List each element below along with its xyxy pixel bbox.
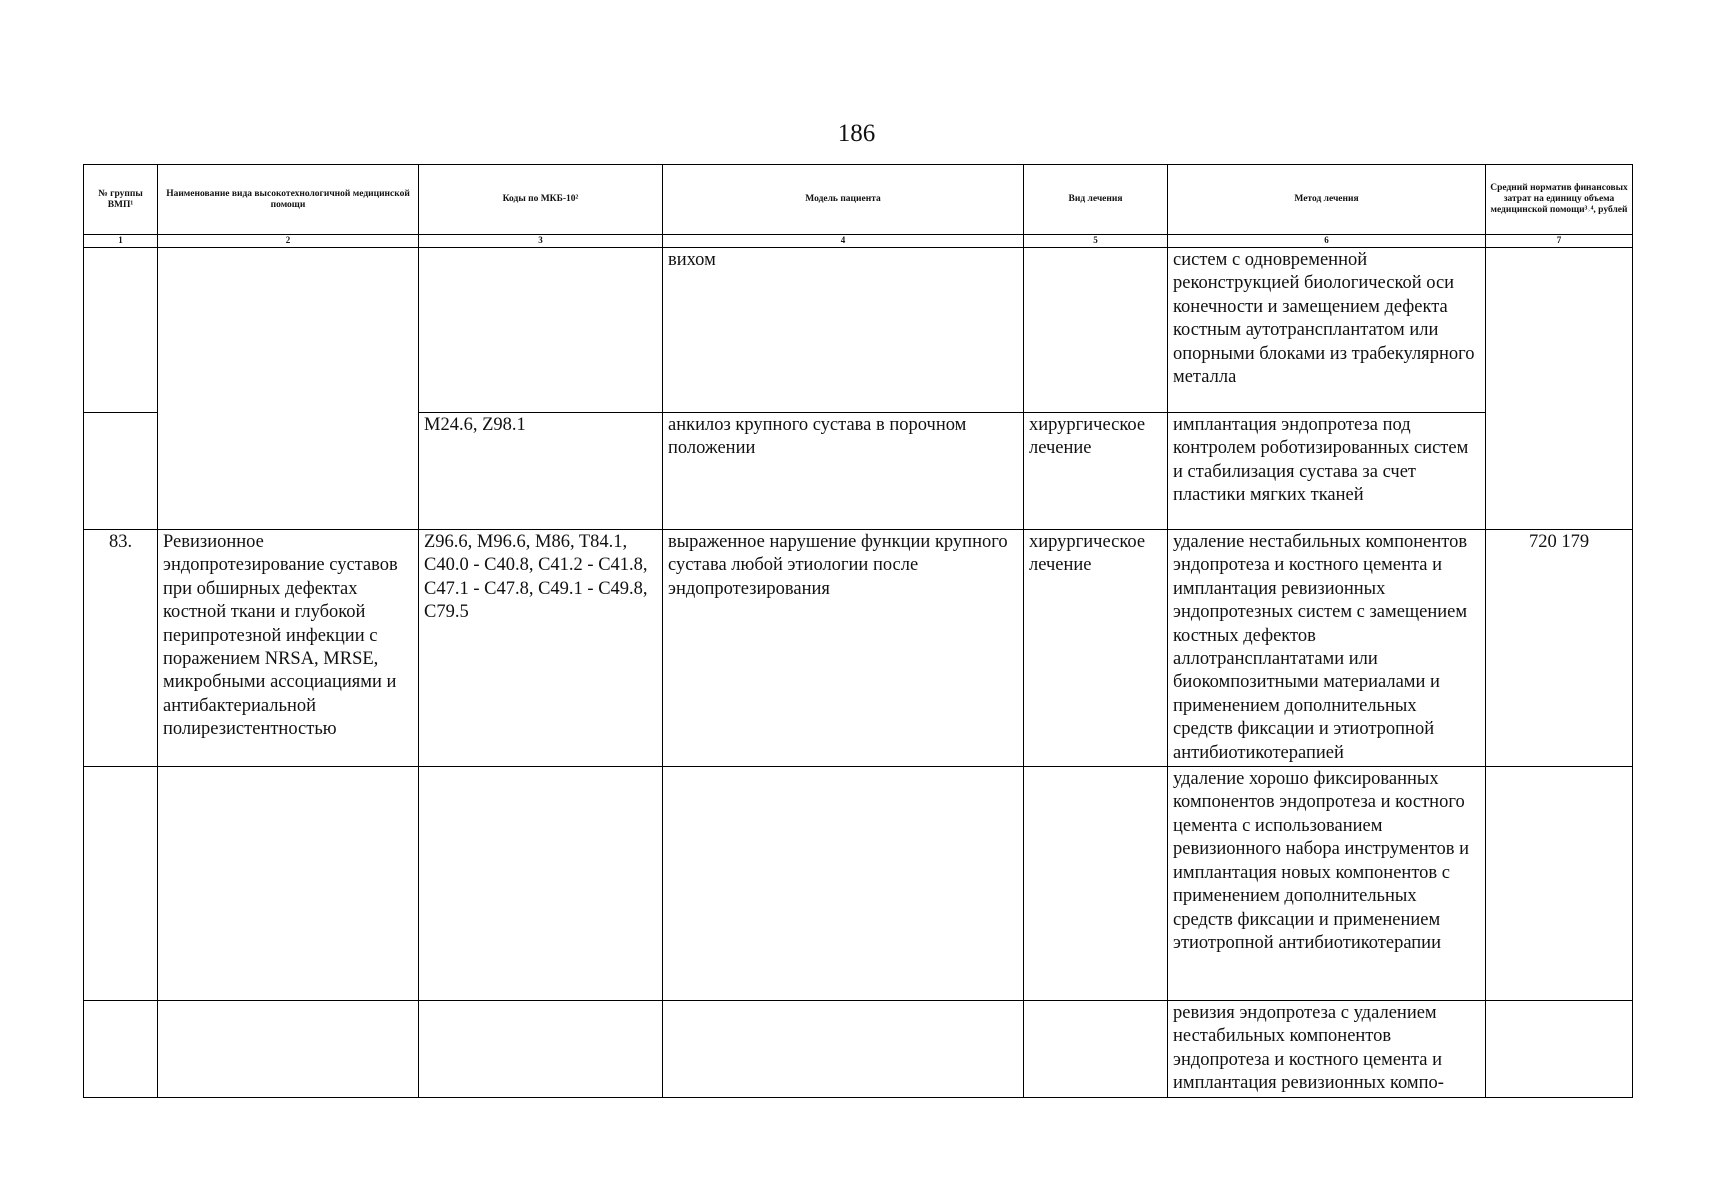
icd-codes-cell [419, 248, 663, 413]
average-cost-cell [1486, 248, 1633, 530]
column-number: 3 [419, 235, 663, 248]
average-cost-cell [1486, 1001, 1633, 1098]
icd-codes-cell [419, 767, 663, 1001]
column-number: 7 [1486, 235, 1633, 248]
treatment-type-cell [1024, 248, 1168, 413]
patient-model-cell [663, 767, 1024, 1001]
care-type-name-cell [158, 248, 419, 530]
patient-model-cell: анкилоз крупного сустава в порочном положении [663, 413, 1024, 530]
column-number: 4 [663, 235, 1024, 248]
header-treatment-method: Метод лечения [1168, 165, 1486, 235]
treatment-method-cell: удаление нестабильных компонентов эндопротеза и костного цемента и имплантация ревизионных эндопротезных систем с замещением костных дефектов аллотрансплантатами или биокомпозитными материалами и применением дополнительных средств фиксации и этиотропной антибиотикотерапией [1168, 530, 1486, 767]
patient-model-cell: выраженное нарушение функции крупного сустава любой этиологии после эндопротезирования [663, 530, 1024, 767]
treatment-method-cell: удаление хорошо фиксированных компонентов эндопротеза и костного цемента с использованием ревизионного набора инструментов и имплантация новых компонентов с применением дополнительных средств фиксации и применением этиотропной антибиотикотерапии [1168, 767, 1486, 1001]
table-row [84, 1001, 1633, 1098]
patient-model-cell [663, 1001, 1024, 1098]
treatment-type-cell: хирургическое лечение [1024, 530, 1168, 767]
header-patient-model: Модель пациента [663, 165, 1024, 235]
column-number: 6 [1168, 235, 1486, 248]
header-treatment-type: Вид лечения [1024, 165, 1168, 235]
icd-codes-cell [419, 1001, 663, 1098]
column-number: 2 [158, 235, 419, 248]
treatment-type-cell [1024, 767, 1168, 1001]
table-row [84, 248, 1633, 413]
average-cost-cell: 720 179 [1486, 530, 1633, 767]
care-type-name-cell [158, 767, 419, 1001]
treatment-method-cell: систем с одновременной реконструкцией биологической оси конечности и замещением дефекта костным аутотрансплантатом или опорными блоками из трабекулярного металла [1168, 248, 1486, 413]
header-icd-codes: Коды по МКБ-10² [419, 165, 663, 235]
header-care-type-name: Наименование вида высокотехнологичной медицинской помощи [158, 165, 419, 235]
group-number-cell: 83. [84, 530, 158, 767]
column-number: 1 [84, 235, 158, 248]
column-number: 5 [1024, 235, 1168, 248]
table-row [84, 767, 1633, 1001]
icd-codes-cell: M24.6, Z98.1 [419, 413, 663, 530]
average-cost-cell [1486, 767, 1633, 1001]
column-number-row [84, 235, 1633, 248]
group-number-cell [84, 413, 158, 530]
patient-model-cell: вихом [663, 248, 1024, 413]
group-number-cell [84, 767, 158, 1001]
header-group-number: № группы ВМП¹ [84, 165, 158, 235]
medical-care-table [83, 164, 1633, 1098]
care-type-name-cell: Ревизионное эндопротезирование суставов при обширных дефектах костной ткани и глубокой перипротезной инфекции с поражением NRSA, MRSE, микробными ассоциациями и антибактериальной полирезистентностью [158, 530, 419, 767]
group-number-cell [84, 248, 158, 413]
treatment-type-cell [1024, 1001, 1168, 1098]
header-average-cost: Средний норматив финансовых затрат на единицу объема медицинской помощи³˒⁴, рублей [1486, 165, 1633, 235]
icd-codes-cell: Z96.6, M96.6, M86, T84.1, C40.0 - C40.8, C41.2 - C41.8, C47.1 - C47.8, C49.1 - C49.8, C79.5 [419, 530, 663, 767]
treatment-method-cell: ревизия эндопротеза с удалением нестабильных компонентов эндопротеза и костного цемента и имплантация ревизионных компо- [1168, 1001, 1486, 1098]
treatment-method-cell: имплантация эндопротеза под контролем роботизированных систем и стабилизация сустава за счет пластики мягких тканей [1168, 413, 1486, 530]
treatment-type-cell: хирургическое лечение [1024, 413, 1168, 530]
header-row [84, 165, 1633, 235]
table-row [84, 530, 1633, 767]
page-number: 186 [837, 120, 876, 147]
care-type-name-cell [158, 1001, 419, 1098]
group-number-cell [84, 1001, 158, 1098]
